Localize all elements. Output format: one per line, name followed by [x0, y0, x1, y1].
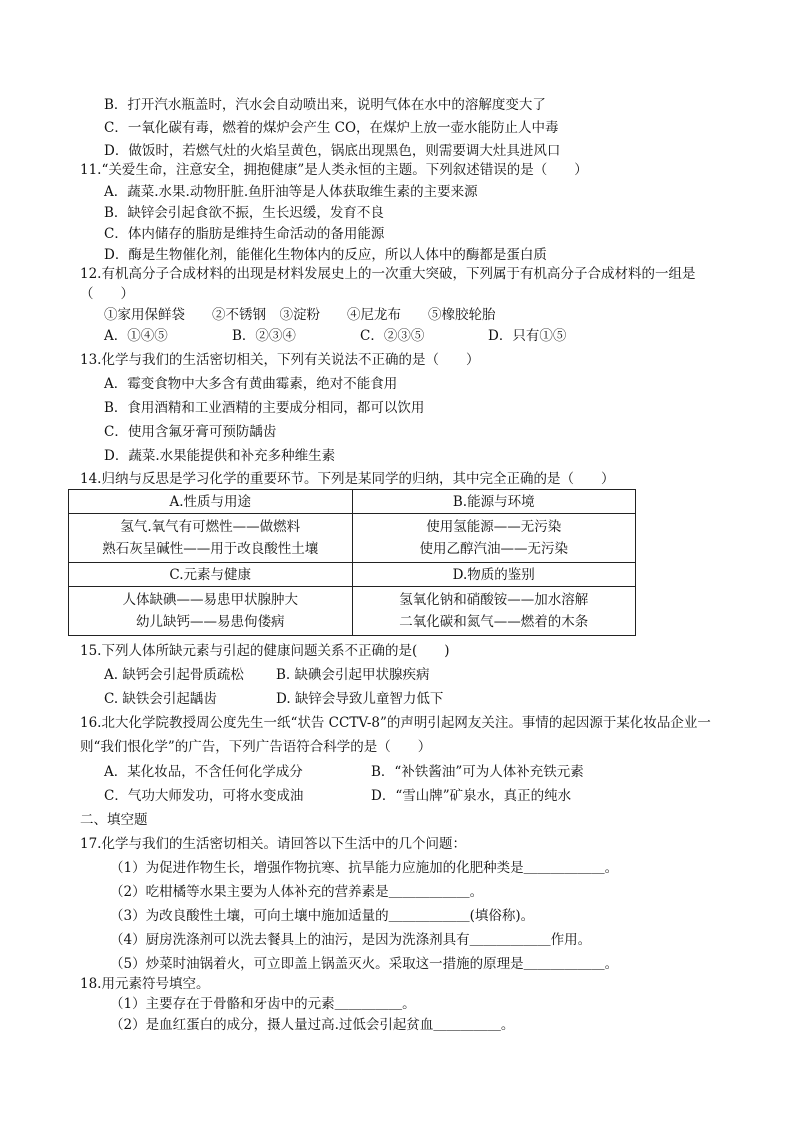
- q17-part-3: （3）为改良酸性土壤，可向土壤中施加适量的＿＿＿＿＿＿(填俗称)。: [110, 908, 535, 924]
- q14-cell-b-head: B.能源与环境: [352, 490, 636, 514]
- q11-option-c: C．体内储存的脂肪是维持生命活动的备用能源: [104, 226, 385, 242]
- q14-stem: 14.归纳与反思是学习化学的重要环节。下列是某同学的归纳，其中完全正确的是（ ）: [80, 471, 615, 487]
- q14-c-line2: 幼儿缺钙——易患佝偻病: [136, 614, 285, 630]
- q18-stem: 18.用元素符号填空。: [80, 976, 210, 992]
- q15-option-a: A. 缺钙会引起骨质疏松: [104, 667, 244, 683]
- q16-option-d: D．“雪山牌”矿泉水，真正的纯水: [371, 788, 572, 804]
- q12-option-c: C．②③⑤: [360, 328, 425, 344]
- q14-cell-b-body: [352, 514, 636, 563]
- q10-option-d: D．做饭时，若燃气灶的火焰呈黄色，锅底出现黑色，则需要调大灶具进风口: [104, 143, 561, 159]
- q14-b-line2: 使用乙醇汽油——无污染: [419, 541, 568, 557]
- q14-a-line2: 熟石灰呈碱性——用于改良酸性土壤: [102, 541, 319, 557]
- q16-stem-line1: 16.北大化学院教授周公度先生一纸“状告 CCTV-8”的声明引起网友关注。事情的起因源于某化妆品企业一: [80, 715, 711, 731]
- q12-items: ①家用保鲜袋 ②不锈钢 ③淀粉 ④尼龙布 ⑤橡胶轮胎: [104, 307, 496, 323]
- q14-d-line1: 氢氧化钠和硝酸铵——加水溶解: [399, 592, 589, 608]
- q12-option-a: A．①④⑤: [104, 328, 168, 344]
- q15-stem: 15.下列人体所缺元素与引起的健康问题关系不正确的是( ): [80, 643, 450, 659]
- q16-option-a: A．某化妆品，不含任何化学成分: [104, 764, 303, 780]
- q15-option-d: D. 缺锌会导致儿童智力低下: [276, 691, 444, 707]
- q12-stem-line2: （ ）: [80, 286, 134, 302]
- q14-cell-a-body: [69, 514, 353, 563]
- q14-a-line1: 氢气.氧气有可燃性——做燃料: [120, 519, 301, 535]
- q17-part-5: （5）炒菜时油锅着火，可立即盖上锅盖灭火。采取这一措施的原理是＿＿＿＿＿＿。: [110, 956, 619, 972]
- q13-option-c: C．使用含氟牙膏可预防龋齿: [104, 424, 277, 440]
- q14-cell-d-body: [352, 587, 636, 636]
- q14-cell-d-head: D.物质的鉴别: [352, 563, 636, 587]
- section-fill-in-title: 二、填空题: [80, 812, 148, 828]
- q14-summary-table: [68, 489, 636, 636]
- q16-option-b: B．“补铁酱油”可为人体补充铁元素: [371, 764, 584, 780]
- q13-option-b: B．食用酒精和工业酒精的主要成分相同，都可以饮用: [104, 400, 425, 416]
- q13-stem: 13.化学与我们的生活密切相关，下列有关说法不正确的是（ ）: [80, 352, 480, 368]
- q17-part-1: （1）为促进作物生长，增强作物抗寒、抗旱能力应施加的化肥种类是＿＿＿＿＿＿。: [110, 860, 619, 876]
- q16-option-c: C．气功大师发功，可将水变成油: [104, 788, 304, 804]
- q14-cell-c-body: [69, 587, 353, 636]
- q15-option-c: C. 缺铁会引起龋齿: [104, 691, 217, 707]
- q15-option-b: B. 缺碘会引起甲状腺疾病: [276, 667, 430, 683]
- q17-stem: 17.化学与我们的生活密切相关。请回答以下生活中的几个问题：: [80, 836, 466, 852]
- q10-option-c: C．一氧化碳有毒，燃着的煤炉会产生 CO，在煤炉上放一壶水能防止人中毒: [104, 120, 559, 136]
- q14-cell-a-head: A.性质与用途: [69, 490, 353, 514]
- q13-option-d: D．蔬菜.水果能提供和补充多种维生素: [104, 448, 336, 464]
- q10-option-b: B．打开汽水瓶盖时，汽水会自动喷出来，说明气体在水中的溶解度变大了: [104, 97, 546, 113]
- q11-option-b: B．缺锌会引起食欲不振，生长迟缓，发育不良: [104, 205, 384, 221]
- q17-part-2: （2）吃柑橘等水果主要为人体补充的营养素是＿＿＿＿＿＿。: [110, 884, 484, 900]
- q13-option-a: A．霉变食物中大多含有黄曲霉素，绝对不能食用: [104, 376, 398, 392]
- q12-option-d: D．只有①⑤: [488, 328, 567, 344]
- q18-part-1: （1）主要存在于骨骼和牙齿中的元素＿＿＿＿＿。: [110, 996, 416, 1012]
- q14-b-line1: 使用氢能源——无污染: [426, 519, 562, 535]
- q11-option-d: D．酶是生物催化剂，能催化生物体内的反应，所以人体中的酶都是蛋白质: [104, 247, 547, 263]
- q12-option-b: B．②③④: [232, 328, 296, 344]
- q12-stem-line1: 12.有机高分子合成材料的出现是材料发展史上的一次重大突破，下列属于有机高分子合成材料的一组是: [80, 266, 696, 282]
- q17-part-4: （4）厨房洗涤剂可以洗去餐具上的油污，是因为洗涤剂具有＿＿＿＿＿＿作用。: [110, 932, 592, 948]
- q14-c-line1: 人体缺碘——易患甲状腺肿大: [122, 592, 298, 608]
- q18-part-2: （2）是血红蛋白的成分，摄人量过高.过低会引起贫血＿＿＿＿＿。: [110, 1017, 515, 1033]
- q11-option-a: A．蔬菜.水果.动物肝脏.鱼肝油等是人体获取维生素的主要来源: [104, 184, 478, 200]
- q16-stem-line2: 则“我们恨化学”的广告，下列广告语符合科学的是（ ）: [80, 739, 432, 755]
- q14-d-line2: 二氧化碳和氮气——燃着的木条: [399, 614, 589, 630]
- q11-stem: 11.“关爱生命，注意安全，拥抱健康”是人类永恒的主题。下列叙述错误的是（ ）: [80, 162, 588, 178]
- q14-cell-c-head: C.元素与健康: [69, 563, 353, 587]
